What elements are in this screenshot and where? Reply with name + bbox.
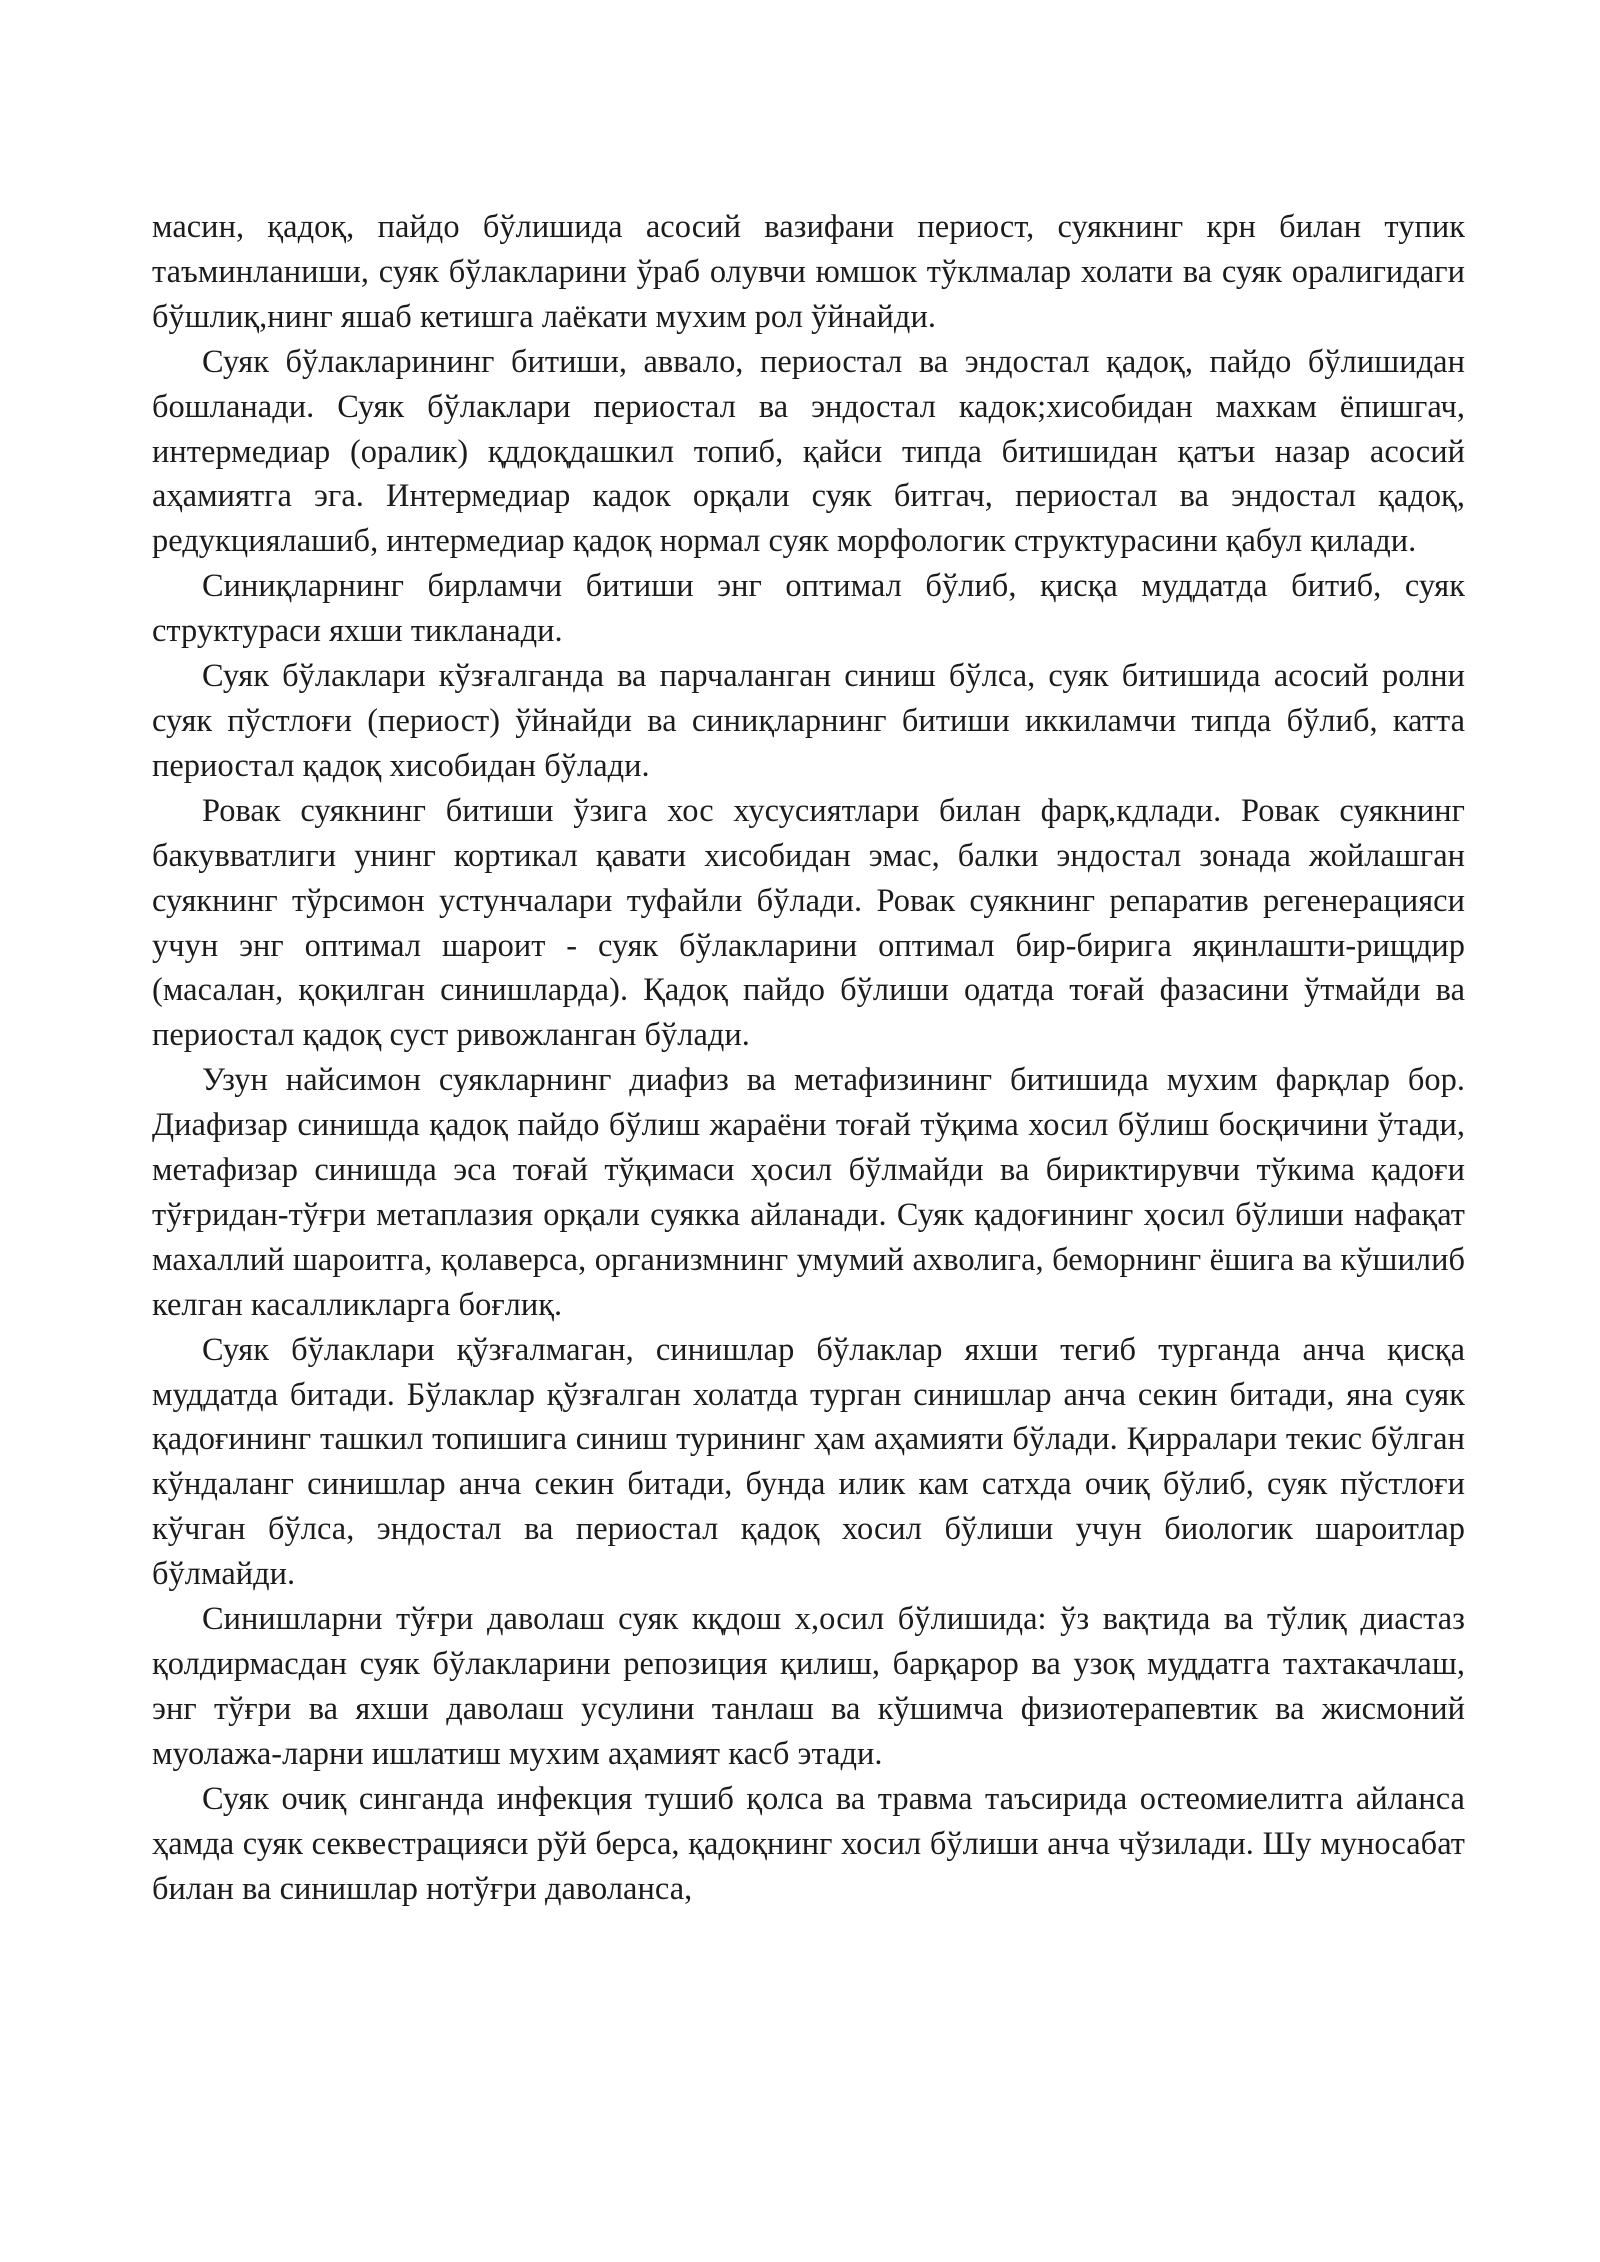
paragraph-5: Ровак суякнинг битиши ўзига хос хусусиятлари билан фарқ,кдлади. Ровак суякнинг бакувватлиги унинг кортикал қавати хисобидан эмас, балки эндостал зонада жойлашган суякнинг тўрсимон устунчалари туфайли бўлади. Ровак суякнинг репаратив регенерацияси учун энг оптимал шароит - суяк бўлакларини оптимал бир-бирига яқинлашти-рищдир (масалан, қоқилган синишларда). Қадоқ пайдо бўлиши одатда тоғай фазасини ўтмайди ва периостал қадоқ суст ривожланган бўлади. [152,792,1465,1054]
paragraph-2: Суяк бўлакларининг битиши, аввало, периостал ва эндостал қадоқ, пайдо бўлишидан бошланади. Суяк бўлаклари периостал ва эндостал кадок;хисобидан махкам ёпишгач, интермедиар (оралик) қддоқдашкил топиб, қайси типда битишидан қатъи назар асосий аҳамиятга эга. Интермедиар кадок орқали суяк битгач, периостал ва эндостал қадоқ, редукциялашиб, интермедиар қадоқ нормал суяк морфологик структурасини қабул қилади. [152,343,1465,560]
paragraph-3: Синиқларнинг бирламчи битиши энг оптимал бўлиб, қисқа муддатда битиб, суяк структураси яхши тикланади. [152,568,1465,650]
paragraph-7: Суяк бўлаклари қўзғалмаган, синишлар бўлаклар яхши тегиб турганда анча қисқа муддатда битади. Бўлаклар қўзғалган холатда турган синишлар анча секин битади, яна суяк қадоғининг ташкил топишига синиш турининг ҳам аҳамияти бўлади. Қирралари текис бўлган кўндаланг синишлар анча секин битади, бунда илик кам сатхда очиқ бўлиб, суяк пўстлоғи кўчган бўлса, эндостал ва периостал қадоқ хосил бўлиши учун биологик шароитлар бўлмайди. [152,1331,1465,1593]
paragraph-9: Суяк очиқ синганда инфекция тушиб қолса ва травма таъсирида остеомиелитга айланса ҳамда суяк секвестрацияси рўй берса, қадоқнинг хосил бўлиши анча чўзилади. Шу муносабат билан ва синишлар нотўғри даволанса, [152,1780,1465,1907]
document-page [152,205,1465,1911]
paragraph-8: Синишларни тўғри даволаш суяк кқдош х,осил бўлишида: ўз вақтида ва тўлиқ диастаз қолдирмасдан суяк бўлакларини репозиция қилиш, барқарор ва узоқ муддатга тахтакачлаш, энг тўғри ва яхши даволаш усулини танлаш ва кўшимча физиотерапевтик ва жисмоний муолажа-ларни ишлатиш мухим аҳамият касб этади. [152,1601,1465,1772]
paragraph-6: Узун найсимон суякларнинг диафиз ва метафизининг битишида мухим фарқлар бор. Диафизар синишда қадоқ пайдо бўлиш жараёни тоғай тўқима хосил бўлиш босқичини ўтади, метафизар синишда эса тоғай тўқимаси ҳосил бўлмайди ва бириктирувчи тўкима қадоғи тўғридан-тўғри метаплазия орқали суякка айланади. Суяк қадоғининг ҳосил бўлиши нафақат махаллий шароитга, қолаверса, организмнинг умумий ахволига, беморнинг ёшига ва кўшилиб келган касалликларга боғлиқ. [152,1062,1465,1323]
paragraph-4: Суяк бўлаклари кўзғалганда ва парчаланган синиш бўлса, суяк битишида асосий ролни суяк пўстлоғи (периост) ўйнайди ва синиқларнинг битиши иккиламчи типда бўлиб, катта периостал қадоқ хисобидан бўлади. [152,658,1465,784]
paragraph-1: масин, қадоқ, пайдо бўлишида асосий вазифани периост, суякнинг крн билан тупик таъминланиши, суяк бўлакларини ўраб олувчи юмшок тўклмалар холати ва суяк оралигидаги бўшлиқ,нинг яшаб кетишга лаёкати мухим рол ўйнайди. [152,209,1465,335]
